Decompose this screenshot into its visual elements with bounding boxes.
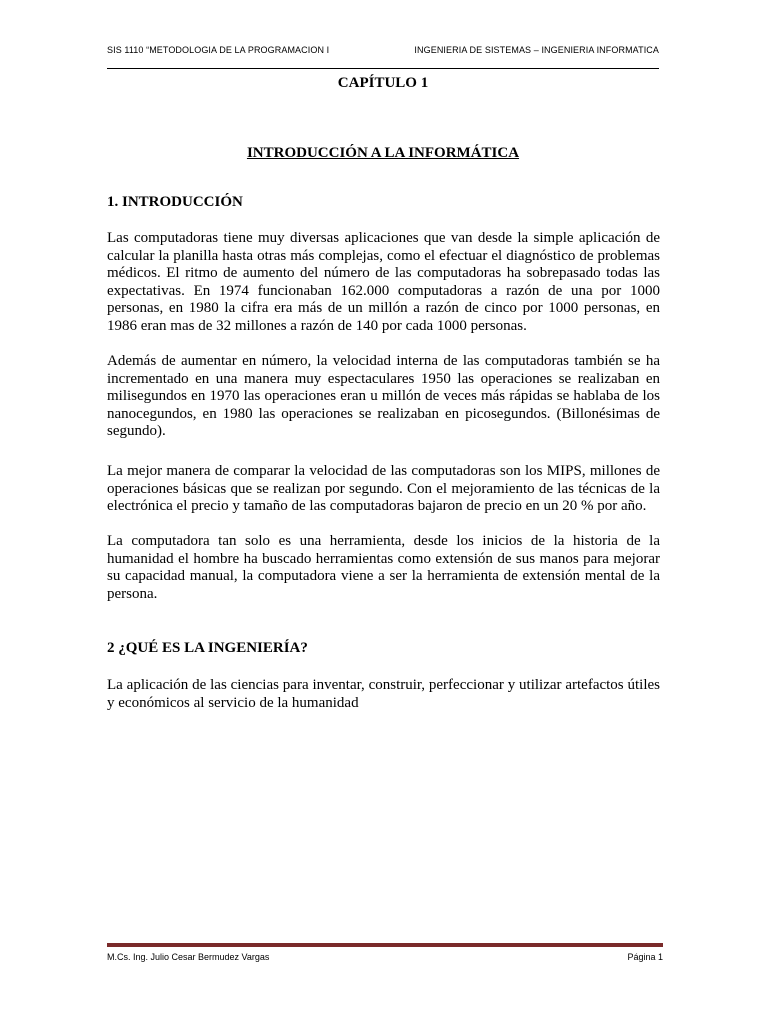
section-1-paragraph-2: Además de aumentar en número, la velocidad interna de las computadoras también se ha incrementado en una manera muy espectaculares 1950 las operaciones se realizaban en milisegundos en 1970 las operaciones eran u millón de veces más rápidas se hablaba de los nanocegundos, en 1980 las operaciones se realizaban en picosegundos. (Billonésimas de segundo). [107,353,660,440]
footer-author: M.Cs. Ing. Julio Cesar Bermudez Vargas [107,952,270,962]
page-number: Página 1 [627,952,663,962]
section-2-heading: 2 ¿QUÉ ES LA INGENIERÍA? [107,640,308,656]
section-1-heading: 1. INTRODUCCIÓN [107,194,243,210]
footer-rule [107,943,663,947]
section-1-paragraph-3: La mejor manera de comparar la velocidad de las computadoras son los MIPS, millones de operaciones básicas que se realizan por segundo. Con el mejoramiento de las técnicas de la electrónica el precio y tamaño de las computadoras bajaron de precio en un 20 % por año. [107,463,660,515]
section-1-paragraph-4: La computadora tan solo es una herramienta, desde los inicios de la historia de la humanidad el hombre ha buscado herramientas como extensión de sus manos para mejorar su capacidad manual, la computadora viene a ser la herramienta de extensión mental de la persona. [107,533,660,602]
header-course: SIS 1110 “METODOLOGIA DE LA PROGRAMACION I [107,45,330,55]
header-department: INGENIERIA DE SISTEMAS – INGENIERIA INFORMATICA [414,45,659,55]
section-2-paragraph-1: La aplicación de las ciencias para inventar, construir, perfeccionar y utilizar artefactos útiles y económicos al servicio de la humanidad [107,677,660,711]
section-1-paragraph-1: Las computadoras tiene muy diversas aplicaciones que van desde la simple aplicación de calcular la planilla hasta otras más complejas, como el efectuar el diagnóstico de problemas médicos. El ritmo de aumento del número de las computadoras ha sobrepasado todas las expectativas. En 1974 funcionaban 162.000 computadoras a razón de una por 1000 personas, en 1980 la cifra era más de un millón a razón de cinco por 1000 personas, en 1986 eran mas de 32 millones a razón de 140 por cada 1000 personas. [107,230,660,334]
chapter-title: INTRODUCCIÓN A LA INFORMÁTICA [246,145,520,161]
chapter-label: CAPÍTULO 1 [337,75,429,91]
header-rule [107,68,659,69]
